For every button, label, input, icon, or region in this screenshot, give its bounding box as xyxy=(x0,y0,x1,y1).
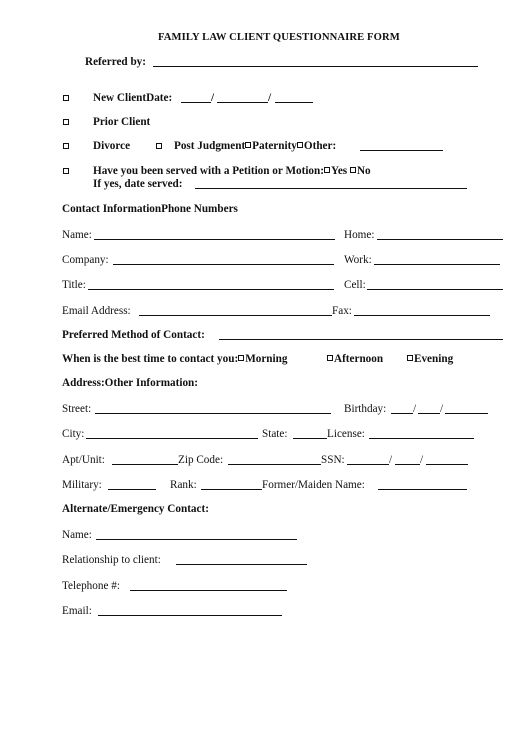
ssn-label: SSN: xyxy=(321,454,345,466)
post-judgment-checkbox[interactable] xyxy=(156,143,162,149)
apt-field[interactable] xyxy=(112,464,178,465)
other-field[interactable] xyxy=(360,150,443,151)
divorce-checkbox[interactable] xyxy=(63,143,69,149)
military-field[interactable] xyxy=(108,489,156,490)
city-field[interactable] xyxy=(86,438,258,439)
former-name-label: Former/Maiden Name: xyxy=(262,479,365,491)
alt-email-field[interactable] xyxy=(98,615,282,616)
name-field[interactable] xyxy=(94,239,335,240)
evening-checkbox[interactable] xyxy=(407,355,413,361)
name-label: Name: xyxy=(62,229,92,241)
preferred-method-label: Preferred Method of Contact: xyxy=(62,329,205,341)
date-slash: / xyxy=(440,403,444,415)
new-client-checkbox[interactable] xyxy=(63,95,69,101)
home-label: Home: xyxy=(344,229,375,241)
cell-phone-field[interactable] xyxy=(367,289,503,290)
rank-label: Rank: xyxy=(170,479,197,491)
relationship-field[interactable] xyxy=(176,564,307,565)
street-field[interactable] xyxy=(95,413,331,414)
served-date-field[interactable] xyxy=(195,188,467,189)
rank-field[interactable] xyxy=(201,489,262,490)
date-slash: / xyxy=(211,92,215,104)
divorce-label: Divorce xyxy=(93,140,131,152)
other-checkbox[interactable] xyxy=(297,142,303,148)
served-checkbox[interactable] xyxy=(63,168,69,174)
new-client-year-field[interactable] xyxy=(275,102,313,103)
fax-field[interactable] xyxy=(354,315,490,316)
served-date-label: If yes, date served: xyxy=(93,178,183,190)
new-client-date-label: New ClientDate: xyxy=(93,92,173,104)
city-label: City: xyxy=(62,428,85,440)
afternoon-checkbox[interactable] xyxy=(327,355,333,361)
contact-header: Contact InformationPhone Numbers xyxy=(62,203,238,215)
paternity-checkbox[interactable] xyxy=(245,142,251,148)
military-label: Military: xyxy=(62,479,102,491)
work-phone-field[interactable] xyxy=(374,264,500,265)
apt-label: Apt/Unit: xyxy=(62,454,105,466)
date-slash: / xyxy=(268,92,272,104)
ssn-slash: / xyxy=(420,454,424,466)
new-client-day-field[interactable] xyxy=(217,102,268,103)
served-question: Have you been served with a Petition or Motion: Yes No xyxy=(93,165,371,177)
referred-by-label: Referred by: xyxy=(85,56,146,68)
ssn-part3-field[interactable] xyxy=(426,464,468,465)
birthday-day-field[interactable] xyxy=(418,413,440,414)
yes-checkbox[interactable] xyxy=(324,167,330,173)
home-phone-field[interactable] xyxy=(377,239,503,240)
ssn-part2-field[interactable] xyxy=(395,464,420,465)
afternoon-option: Afternoon xyxy=(327,353,383,366)
preferred-method-field[interactable] xyxy=(219,339,503,340)
birthday-label: Birthday: xyxy=(344,403,387,415)
form-title: FAMILY LAW CLIENT QUESTIONNAIRE FORM xyxy=(158,32,400,43)
license-label: License: xyxy=(327,428,365,440)
company-field[interactable] xyxy=(113,264,334,265)
birthday-year-field[interactable] xyxy=(445,413,488,414)
street-label: Street: xyxy=(62,403,92,415)
ssn-slash: / xyxy=(389,454,393,466)
alternate-header: Alternate/Emergency Contact: xyxy=(62,503,209,515)
prior-client-checkbox[interactable] xyxy=(63,119,69,125)
date-slash: / xyxy=(413,403,417,415)
alt-name-label: Name: xyxy=(62,529,92,541)
title-label: Title: xyxy=(62,279,86,291)
morning-checkbox[interactable] xyxy=(238,355,244,361)
company-label: Company: xyxy=(62,254,109,266)
fax-label: Fax: xyxy=(332,305,352,317)
no-checkbox[interactable] xyxy=(350,167,356,173)
email-field[interactable] xyxy=(139,315,332,316)
alt-email-label: Email: xyxy=(62,605,92,617)
telephone-label: Telephone #: xyxy=(62,580,120,592)
license-field[interactable] xyxy=(369,438,474,439)
email-label: Email Address: xyxy=(62,305,131,317)
post-judgment-label: Post Judgment Paternity Other: xyxy=(174,140,337,152)
telephone-field[interactable] xyxy=(130,590,287,591)
referred-by-field[interactable] xyxy=(153,66,478,67)
address-header: Address:Other Information: xyxy=(62,377,199,389)
work-label: Work: xyxy=(344,254,372,266)
title-field[interactable] xyxy=(88,289,334,290)
evening-option: Evening xyxy=(407,353,453,366)
birthday-month-field[interactable] xyxy=(391,413,413,414)
former-name-field[interactable] xyxy=(378,489,467,490)
zip-field[interactable] xyxy=(228,464,321,465)
alt-name-field[interactable] xyxy=(96,539,297,540)
zip-label: Zip Code: xyxy=(178,454,224,466)
state-field[interactable] xyxy=(293,438,327,439)
new-client-month-field[interactable] xyxy=(181,102,211,103)
ssn-part1-field[interactable] xyxy=(347,464,389,465)
best-time-label: When is the best time to contact you: Morning xyxy=(62,353,288,365)
state-label: State: xyxy=(262,428,288,440)
relationship-label: Relationship to client: xyxy=(62,554,161,566)
prior-client-label: Prior Client xyxy=(93,116,151,128)
cell-label: Cell: xyxy=(344,279,366,291)
